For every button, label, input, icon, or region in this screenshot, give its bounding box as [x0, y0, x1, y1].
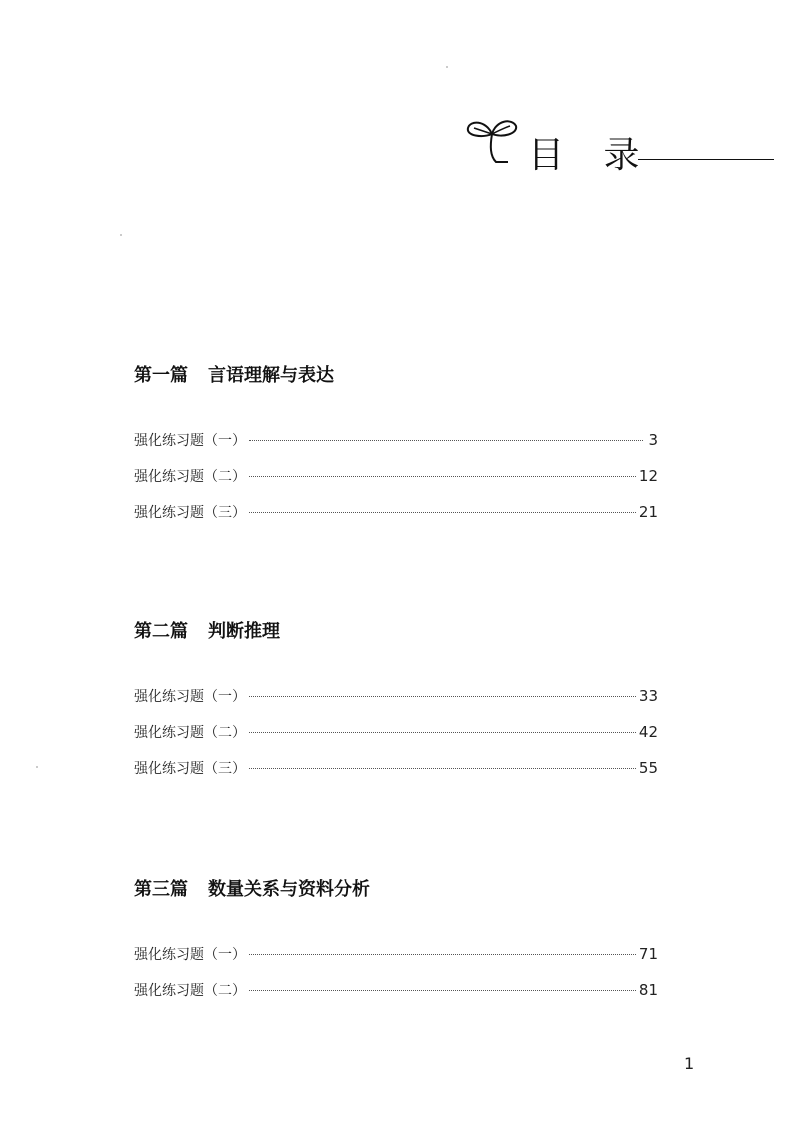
leader-dots [249, 512, 636, 513]
section-part-label: 第一篇 [134, 365, 188, 386]
section-name: 数量关系与资料分析 [208, 879, 370, 900]
entry-title: 强化练习题（三） [134, 505, 246, 521]
section-heading [134, 876, 658, 904]
entry-page-number: 42 [638, 723, 658, 741]
scan-speck [120, 234, 122, 236]
entry-page-number: 55 [638, 759, 658, 777]
scan-speck [446, 66, 448, 68]
sprout-icon [462, 112, 522, 172]
page-number: 1 [684, 1054, 695, 1073]
leader-dots [249, 476, 636, 477]
section-part-label: 第三篇 [134, 879, 188, 900]
entry-title: 强化练习题（一） [134, 947, 246, 963]
entry-page-number: 3 [648, 431, 658, 449]
leader-dots [249, 732, 636, 733]
entry-title: 强化练习题（二） [134, 983, 246, 999]
section-part-label: 第二篇 [134, 621, 188, 642]
toc-section [134, 362, 658, 538]
leader-dots [249, 696, 636, 697]
toc-entry[interactable] [134, 686, 658, 722]
toc-entry[interactable] [134, 944, 658, 980]
entry-title: 强化练习题（二） [134, 725, 246, 741]
toc-entry[interactable] [134, 430, 658, 466]
title-rule [638, 159, 774, 160]
entry-page-number: 21 [638, 503, 658, 521]
entry-page-number: 12 [638, 467, 658, 485]
entry-page-number: 71 [638, 945, 658, 963]
toc-entry[interactable] [134, 466, 658, 502]
entry-page-number: 81 [638, 981, 658, 999]
toc-header [462, 108, 782, 178]
section-heading [134, 618, 658, 646]
toc-section [134, 618, 658, 794]
toc-entry[interactable] [134, 758, 658, 794]
leader-dots [249, 954, 636, 955]
scan-speck [36, 766, 38, 768]
section-heading [134, 362, 658, 390]
entry-title: 强化练习题（一） [134, 433, 246, 449]
section-name: 判断推理 [208, 621, 280, 642]
toc-title: 目 录 [528, 135, 654, 176]
toc-entry-list [134, 686, 658, 794]
leader-dots [249, 990, 636, 991]
toc-entry-list [134, 944, 658, 1016]
toc-section [134, 876, 658, 1016]
toc-entry[interactable] [134, 722, 658, 758]
section-name: 言语理解与表达 [208, 365, 334, 386]
leader-dots [249, 768, 636, 769]
toc-entry[interactable] [134, 502, 658, 538]
leader-dots [249, 440, 643, 441]
entry-title: 强化练习题（一） [134, 689, 246, 705]
entry-page-number: 33 [638, 687, 658, 705]
entry-title: 强化练习题（三） [134, 761, 246, 777]
toc-entry-list [134, 430, 658, 538]
entry-title: 强化练习题（二） [134, 469, 246, 485]
toc-entry[interactable] [134, 980, 658, 1016]
